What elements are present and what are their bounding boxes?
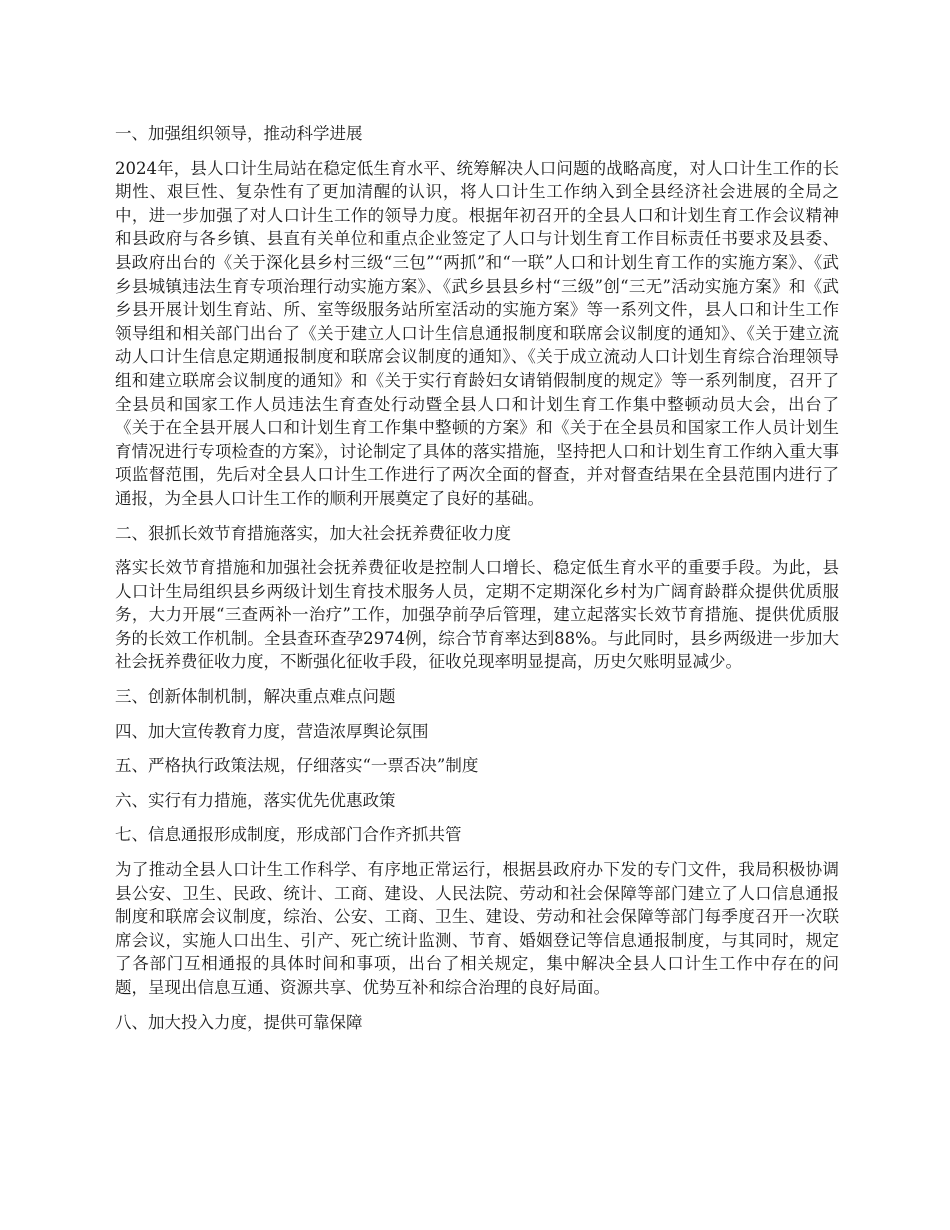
- section-heading-1: 一、加强组织领导，推动科学进展: [115, 124, 363, 143]
- section-heading-5: 五、严格执行政策法规，仔细落实“一票否决”制度: [115, 756, 479, 776]
- section-paragraph-2: 落实长效节育措施和加强社会抚养费征收是控制人口增长、稳定低生育水平的重要手段。为此，县人口计生局组织县乡两级计划生育技术服务人员，定期不定期深化乡村为广阔育龄群众提供优质服务，大力开展“三查两补一治疗”工作，加强孕前孕后管理，建立起落实长效节育措施、提供优质服务的长效工作机制。全县查环查孕2974例，综合节育率达到88%。与此同时，县乡两级进一步加大社会抚养费征收力度，不断强化征收手段，征收兑现率明显提高，历史欠账明显减少。: [115, 558, 839, 672]
- section-heading-6: 六、实行有力措施，落实优先优惠政策: [115, 790, 396, 810]
- section-paragraph-7: 为了推动全县人口计生工作科学、有序地正常运行，根据县政府办下发的专门文件，我局积极协调县公安、卫生、民政、统计、工商、建设、人民法院、劳动和社会保障等部门建立了人口信息通报制度和联席会议制度，综治、公安、工商、卫生、建设、劳动和社会保障等部门每季度召开一次联席会议，实施人口出生、引产、死亡统计监测、节育、婚姻登记等信息通报制度，与其同时，规定了各部门互相通报的具体时间和事项，出台了相关规定，集中解决全县人口计生工作中存在的问题，呈现出信息互通、资源共享、优势互补和综合治理的良好局面。: [115, 860, 839, 997]
- section-heading-7: 七、信息通报形成制度，形成部门合作齐抓共管: [115, 825, 462, 845]
- section-heading-4: 四、加大宣传教育力度，营造浓厚舆论氛围: [115, 721, 429, 741]
- section-heading-2: 二、狠抓长效节育措施落实，加大社会抚养费征收力度: [115, 523, 511, 543]
- section-paragraph-1: 2024年，县人口计生局站在稳定低生育水平、统筹解决人口问题的战略高度，对人口计生工作的长期性、艰巨性、复杂性有了更加清醒的认识，将人口计生工作纳入到全县经济社会进展的全局之中，进一步加强了对人口计生工作的领导力度。根据年初召开的全县人口和计划生育工作会议精神和县政府与各乡镇、县直有关单位和重点企业签定了人口与计划生育工作目标责任书要求及县委、县政府出台的《关于深化县乡村三级“三包”“两抓”和“一联”人口和计划生育工作的实施方案》、《武乡县城镇违法生育专项治理行动实施方案》、《武乡县县乡村“三级”创“三无”活动实施方案》和《武乡县开展计划生育站、所、室等级服务站所室活动的实施方案》等一系列文件，县人口和计生工作领导组和相关部门出台了《关于建立人口计生信息通报制度和联席会议制度的通知》、《关于建立流动人口计生信息定期通报制度和联席会议制度的通知》、《关于成立流动人口计划生育综合治理领导组和建立联席会议制度的通知》和《关于实行育龄妇女请销假制度的规定》等一系列制度，召开了全县员和国家工作人员违法生育查处行动暨全县人口和计划生育工作集中整顿动员大会，出台了《关于在全县开展人口和计划生育工作集中整顿的方案》和《关于在全县员和国家工作人员计划生育情况进行专项检查的方案》，讨论制定了具体的落实措施，坚持把人口和计划生育工作纳入重大事项监督范围，先后对全县人口计生工作进行了两次全面的督查，并对督查结果在全县范围内进行了通报，为全县人口计生工作的顺利开展奠定了良好的基础。: [115, 158, 839, 508]
- section-heading-8: 八、加大投入力度，提供可靠保障: [115, 1012, 363, 1032]
- section-heading-3: 三、创新体制机制，解决重点难点问题: [115, 687, 396, 707]
- document-body: [115, 122, 839, 1045]
